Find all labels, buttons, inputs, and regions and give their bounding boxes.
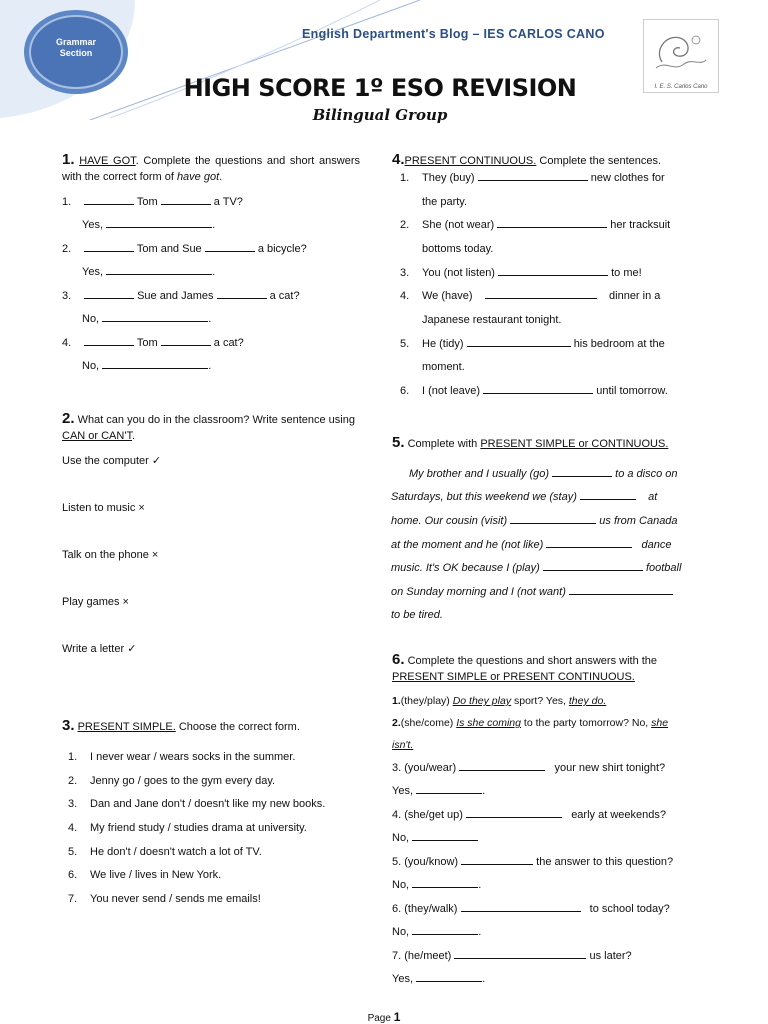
list-item: Listen to music × xyxy=(62,502,145,514)
list-item: 4. We (have) dinner in a xyxy=(400,290,661,302)
paragraph-line: to be tired. xyxy=(391,609,443,621)
list-item: 4. (she/get up) early at weekends? xyxy=(392,809,666,821)
list-item: 3. (you/wear) your new shirt tonight? xyxy=(392,762,666,774)
question-5 xyxy=(392,435,702,452)
list-item: 2. Jenny go / goes to the gym every day. xyxy=(68,775,276,787)
list-item: 7. You never send / sends me emails! xyxy=(68,893,261,905)
list-item: 2. She (not wear) her tracksuit xyxy=(400,219,671,231)
q1-instruction: 1. HAVE GOT. Complete the questions and short answers with the correct form of have got. xyxy=(62,151,360,183)
page-title: HIGH SCORE 1º ESO REVISION xyxy=(183,74,577,102)
header-decoration xyxy=(0,0,420,120)
example-2: 2.(she/come) Is she coming to the party tomorrow? No, she xyxy=(392,717,669,729)
list-item: 6. (they/walk) to school today? xyxy=(392,903,670,915)
q2-instruction: 2. What can you do in the classroom? Write sentence using CAN or CAN'T. xyxy=(62,410,355,442)
q3-instruction: 3. PRESENT SIMPLE. Choose the correct form. xyxy=(62,717,300,734)
question-2 xyxy=(62,411,362,444)
school-logo: I. E. S. Carlos Cano xyxy=(643,19,719,93)
blog-title: English Department's Blog – IES CARLOS CANO xyxy=(302,27,605,41)
list-item: bottoms today. xyxy=(422,243,494,255)
example-2-end: isn't. xyxy=(392,739,414,751)
q6-instruction: 6. Complete the questions and short answers with the PRESENT SIMPLE or PRESENT CONTINUOUS. xyxy=(392,651,658,683)
list-item: Yes, . xyxy=(392,973,486,985)
paragraph-line: My brother and I usually (go) to a disco on xyxy=(409,468,678,480)
list-item: 1. I never wear / wears socks in the summer. xyxy=(68,751,296,763)
paragraph-line: on Sunday morning and I (not want) xyxy=(391,584,673,600)
question-3 xyxy=(62,718,362,735)
question-1 xyxy=(62,152,360,185)
list-item: 3. Sue and James a cat? xyxy=(62,290,300,302)
list-item: No, xyxy=(392,830,478,846)
list-item: 2. Tom and Sue a bicycle? xyxy=(62,243,307,255)
list-item: 5. (you/know) the answer to this question? xyxy=(392,856,674,868)
list-item: 5. He (tidy) his bedroom at the xyxy=(400,338,665,350)
page-footer: Page 1 xyxy=(367,1010,401,1024)
list-item: No, . xyxy=(392,926,482,938)
list-item: Talk on the phone × xyxy=(62,549,159,561)
list-item: 3. Dan and Jane don't / doesn't like my new books. xyxy=(68,798,326,810)
paragraph-line: home. Our cousin (visit) us from Canada xyxy=(391,515,678,527)
list-item: 6. I (not leave) until tomorrow. xyxy=(400,385,668,397)
list-item: 7. (he/meet) us later? xyxy=(392,950,632,962)
q5-instruction: 5. Complete with PRESENT SIMPLE or CONTINUOUS. xyxy=(392,434,669,451)
list-item: No, . xyxy=(82,313,212,325)
list-item: No, . xyxy=(82,360,212,372)
page-subtitle: Bilingual Group xyxy=(312,106,448,124)
question-6 xyxy=(392,652,702,685)
paragraph-line: music. It's OK because I (play) football xyxy=(391,562,682,574)
list-item: Use the computer ✓ xyxy=(62,455,162,467)
list-item: Play games × xyxy=(62,596,129,608)
list-item: 6. We live / lives in New York. xyxy=(68,869,222,881)
list-item: Write a letter ✓ xyxy=(62,643,137,655)
list-item: the party. xyxy=(422,196,468,208)
list-item: 3. You (not listen) to me! xyxy=(400,267,642,279)
example-1: 1.(they/play) Do they play sport? Yes, they do. xyxy=(392,695,607,707)
list-item: Yes, . xyxy=(82,219,216,231)
paragraph-line: at the moment and he (not like) dance xyxy=(391,539,672,551)
list-item: Yes, . xyxy=(392,785,486,797)
list-item: Japanese restaurant tonight. xyxy=(422,314,562,326)
paragraph-line: Saturdays, but this weekend we (stay) at xyxy=(391,491,658,503)
list-item: 1. Tom a TV? xyxy=(62,196,243,208)
list-item: moment. xyxy=(422,361,465,373)
grammar-section-badge: Grammar Section xyxy=(55,37,97,58)
list-item: 1. They (buy) new clothes for xyxy=(400,172,665,184)
list-item: 4. My friend study / studies drama at university. xyxy=(68,822,307,834)
list-item: 5. He don't / doesn't watch a lot of TV. xyxy=(68,846,262,858)
logo-icon xyxy=(644,20,718,80)
q4-instruction: 4.PRESENT CONTINUOUS. Complete the sentences. xyxy=(392,151,662,168)
question-4 xyxy=(392,152,702,169)
list-item: No, . xyxy=(392,879,482,891)
list-item: Yes, . xyxy=(82,266,216,278)
list-item: 4. Tom a cat? xyxy=(62,337,244,349)
